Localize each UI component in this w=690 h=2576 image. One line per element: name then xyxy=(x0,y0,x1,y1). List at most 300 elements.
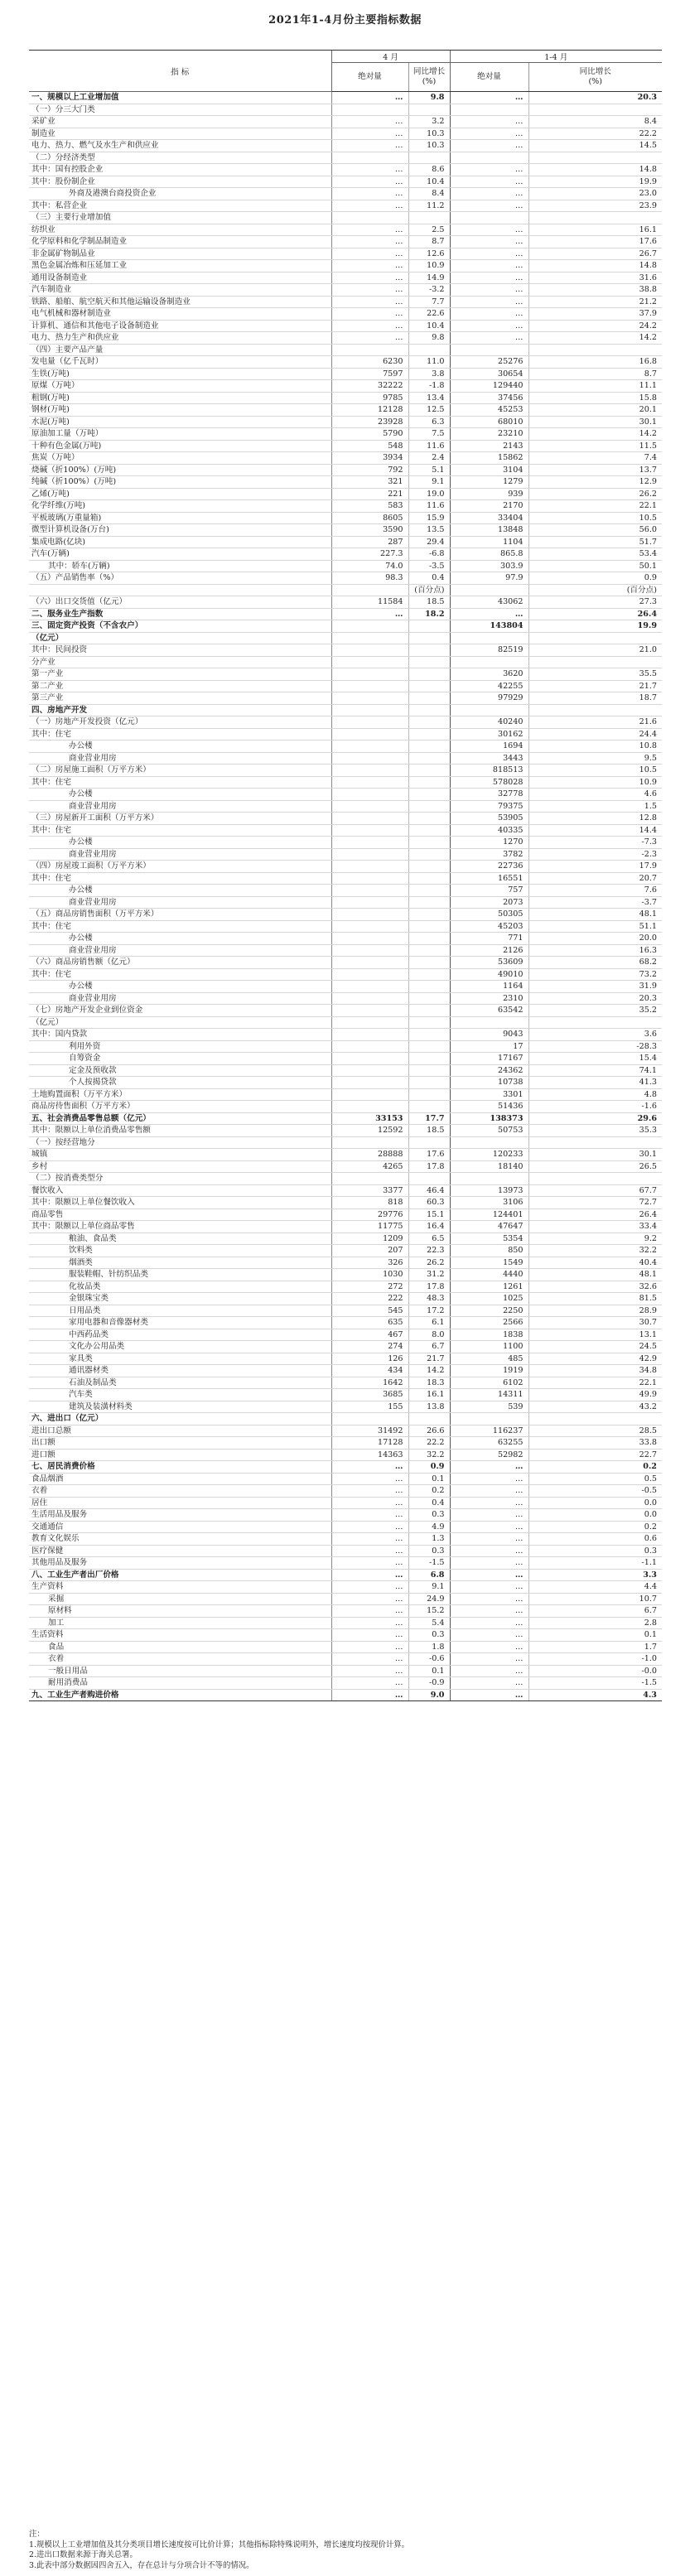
ytd-value xyxy=(450,704,528,716)
april-growth: 19.0 xyxy=(408,488,450,500)
table-row xyxy=(29,1233,662,1245)
table-row xyxy=(29,1497,662,1509)
table-row xyxy=(29,1245,662,1257)
table-row xyxy=(29,1088,662,1101)
footnote-line: 注： xyxy=(29,2530,45,2539)
table-row xyxy=(29,1125,662,1137)
ytd-growth: 23.9 xyxy=(528,200,662,212)
ytd-value: … xyxy=(450,1473,528,1485)
april-value: 635 xyxy=(331,1317,408,1329)
table-row xyxy=(29,368,662,380)
table-row xyxy=(29,536,662,548)
april-growth xyxy=(408,1173,450,1185)
row-label: 九、工业生产者购进价格 xyxy=(29,1689,331,1701)
april-value: 12128 xyxy=(331,404,408,417)
ytd-value: … xyxy=(450,272,528,284)
ytd-growth: 9.5 xyxy=(528,752,662,765)
ytd-value: 63542 xyxy=(450,1005,528,1017)
april-growth: 60.3 xyxy=(408,1197,450,1209)
april-growth: 1.3 xyxy=(408,1533,450,1546)
table-row xyxy=(29,512,662,524)
ytd-growth xyxy=(528,212,662,224)
ytd-growth: 26.7 xyxy=(528,248,662,260)
april-growth: 14.2 xyxy=(408,1365,450,1377)
ytd-growth: 21.2 xyxy=(528,296,662,308)
ytd-value: 23210 xyxy=(450,428,528,441)
april-value: 126 xyxy=(331,1353,408,1365)
april-value: … xyxy=(331,140,408,152)
april-growth xyxy=(408,968,450,981)
ytd-growth: 35.2 xyxy=(528,1005,662,1017)
april-growth xyxy=(408,957,450,969)
april-value: 155 xyxy=(331,1401,408,1413)
row-label: （六）出口交货值（亿元） xyxy=(29,596,331,609)
row-label: 利用外资 xyxy=(29,1040,331,1053)
april-value: … xyxy=(331,1677,408,1690)
ytd-value: 50305 xyxy=(450,909,528,921)
april-value: … xyxy=(331,248,408,260)
april-growth: 32.2 xyxy=(408,1449,450,1461)
table-row xyxy=(29,1665,662,1677)
ytd-value: 63255 xyxy=(450,1437,528,1450)
april-value: 28888 xyxy=(331,1149,408,1161)
ytd-value: … xyxy=(450,1533,528,1546)
row-label: 乡村 xyxy=(29,1160,331,1173)
row-label: （五）商品房销售面积（万平方米） xyxy=(29,909,331,921)
row-label: 自筹资金 xyxy=(29,1053,331,1065)
table-row xyxy=(29,848,662,861)
april-value: 6230 xyxy=(331,356,408,369)
april-value xyxy=(331,584,408,596)
row-label: （三）房屋新开工面积（万平方米） xyxy=(29,813,331,825)
ytd-value: 16551 xyxy=(450,872,528,885)
ytd-value: 97.9 xyxy=(450,572,528,585)
april-value xyxy=(331,909,408,921)
april-growth xyxy=(408,692,450,705)
column-header-indicator: 指 标 xyxy=(29,51,331,92)
april-growth xyxy=(408,632,450,644)
ytd-value: … xyxy=(450,1461,528,1474)
april-growth xyxy=(408,1029,450,1041)
april-growth: 17.2 xyxy=(408,1305,450,1317)
ytd-value: … xyxy=(450,260,528,273)
row-label: 六、进出口（亿元） xyxy=(29,1413,331,1425)
april-value: … xyxy=(331,1665,408,1677)
row-label: 衣着 xyxy=(29,1485,331,1498)
ytd-value: 24362 xyxy=(450,1064,528,1077)
table-row xyxy=(29,476,662,489)
table-row xyxy=(29,1197,662,1209)
april-value: 272 xyxy=(331,1281,408,1293)
ytd-value: 17167 xyxy=(450,1053,528,1065)
april-value: … xyxy=(331,200,408,212)
april-value xyxy=(331,872,408,885)
april-value: 74.0 xyxy=(331,560,408,572)
ytd-growth xyxy=(528,1413,662,1425)
row-label: 食品 xyxy=(29,1641,331,1653)
april-value xyxy=(331,776,408,789)
ytd-value: … xyxy=(450,296,528,308)
ytd-value xyxy=(450,1016,528,1029)
ytd-value: 5354 xyxy=(450,1233,528,1245)
table-row xyxy=(29,692,662,705)
row-label: 办公楼 xyxy=(29,933,331,945)
ytd-value: 3443 xyxy=(450,752,528,765)
april-growth: -3.5 xyxy=(408,560,450,572)
table-row xyxy=(29,236,662,248)
row-label: 餐饮收入 xyxy=(29,1184,331,1197)
april-growth: 1.8 xyxy=(408,1641,450,1653)
april-value: … xyxy=(331,1461,408,1474)
april-value xyxy=(331,861,408,873)
april-growth xyxy=(408,981,450,993)
indicator-table xyxy=(29,50,662,1701)
ytd-value: 18140 xyxy=(450,1160,528,1173)
row-label: （亿元） xyxy=(29,632,331,644)
row-label: 其中：股份制企业 xyxy=(29,176,331,188)
row-label: 建筑及装潢材料类 xyxy=(29,1401,331,1413)
row-label: 第三产业 xyxy=(29,692,331,705)
row-label: 定金及预收款 xyxy=(29,1064,331,1077)
april-growth: 10.4 xyxy=(408,320,450,332)
table-row xyxy=(29,1136,662,1149)
ytd-value: 4440 xyxy=(450,1269,528,1281)
row-label: 商业营业用房 xyxy=(29,848,331,861)
ytd-growth: 26.4 xyxy=(528,608,662,620)
row-label: （三）主要行业增加值 xyxy=(29,212,331,224)
ytd-value: 1100 xyxy=(450,1341,528,1353)
april-growth: -3.2 xyxy=(408,284,450,297)
table-row xyxy=(29,1077,662,1089)
ytd-value: 53905 xyxy=(450,813,528,825)
table-row xyxy=(29,1329,662,1341)
table-row xyxy=(29,1149,662,1161)
april-growth: 0.1 xyxy=(408,1665,450,1677)
table-row xyxy=(29,1473,662,1485)
row-label: 出口额 xyxy=(29,1437,331,1450)
april-value xyxy=(331,656,408,668)
footnote-line: 2.进出口数据来源于海关总署。 xyxy=(29,2550,138,2559)
row-label: 商业营业用房 xyxy=(29,800,331,813)
ytd-growth: 24.4 xyxy=(528,728,662,740)
ytd-value: … xyxy=(450,1629,528,1642)
april-value: … xyxy=(331,284,408,297)
table-row xyxy=(29,1593,662,1605)
ytd-growth: 10.9 xyxy=(528,776,662,789)
ytd-growth: 34.8 xyxy=(528,1365,662,1377)
row-label: 生活用品及服务 xyxy=(29,1509,331,1522)
ytd-growth: 7.6 xyxy=(528,885,662,897)
row-label: 商业营业用房 xyxy=(29,992,331,1005)
ytd-value: 17 xyxy=(450,1040,528,1053)
april-growth xyxy=(408,740,450,753)
april-value: 3590 xyxy=(331,524,408,537)
april-growth: 12.5 xyxy=(408,404,450,417)
table-row xyxy=(29,1581,662,1594)
row-label: 其中：轿车(万辆) xyxy=(29,560,331,572)
row-label: 进口额 xyxy=(29,1449,331,1461)
ytd-growth: 17.6 xyxy=(528,236,662,248)
april-growth: -1.5 xyxy=(408,1557,450,1570)
row-label: （一）分三大门类 xyxy=(29,104,331,116)
april-value: 1209 xyxy=(331,1233,408,1245)
table-row xyxy=(29,668,662,681)
ytd-growth: 26.5 xyxy=(528,1160,662,1173)
april-value: … xyxy=(331,92,408,104)
april-growth: 16.1 xyxy=(408,1389,450,1401)
table-row xyxy=(29,1485,662,1498)
ytd-value: 3620 xyxy=(450,668,528,681)
table-row xyxy=(29,524,662,537)
ytd-growth: 1.5 xyxy=(528,800,662,813)
april-growth: 2.5 xyxy=(408,224,450,236)
april-growth: 26.2 xyxy=(408,1257,450,1269)
ytd-growth: 32.6 xyxy=(528,1281,662,1293)
table-row xyxy=(29,1437,662,1450)
april-growth: 31.2 xyxy=(408,1269,450,1281)
april-growth: 10.4 xyxy=(408,176,450,188)
ytd-growth: 20.0 xyxy=(528,933,662,945)
april-value: 3934 xyxy=(331,452,408,465)
april-value xyxy=(331,1077,408,1089)
row-label: 个人按揭贷款 xyxy=(29,1077,331,1089)
april-growth: 6.8 xyxy=(408,1569,450,1581)
april-growth: 4.9 xyxy=(408,1521,450,1533)
ytd-growth: 0.9 xyxy=(528,572,662,585)
table-row xyxy=(29,789,662,801)
ytd-value: 22736 xyxy=(450,861,528,873)
ytd-value: 52982 xyxy=(450,1449,528,1461)
ytd-growth: 12.9 xyxy=(528,476,662,489)
row-label: 石油及制品类 xyxy=(29,1377,331,1389)
ytd-value: 578028 xyxy=(450,776,528,789)
ytd-value: 303.9 xyxy=(450,560,528,572)
april-growth xyxy=(408,728,450,740)
ytd-growth: 14.8 xyxy=(528,164,662,176)
ytd-growth: 22.1 xyxy=(528,1377,662,1389)
april-value: 3685 xyxy=(331,1389,408,1401)
table-row xyxy=(29,765,662,777)
row-label: 教育文化娱乐 xyxy=(29,1533,331,1546)
row-label: 其中：私营企业 xyxy=(29,200,331,212)
april-value: 32222 xyxy=(331,380,408,393)
april-growth: 8.6 xyxy=(408,164,450,176)
april-value: … xyxy=(331,1653,408,1666)
ytd-growth: 17.9 xyxy=(528,861,662,873)
table-row xyxy=(29,428,662,441)
table-row xyxy=(29,1005,662,1017)
april-value: 467 xyxy=(331,1329,408,1341)
table-row xyxy=(29,332,662,345)
row-label: 其中：住宅 xyxy=(29,968,331,981)
april-value: 17128 xyxy=(331,1437,408,1450)
ytd-growth: 53.4 xyxy=(528,548,662,561)
ytd-value: 1261 xyxy=(450,1281,528,1293)
row-label: 水泥(万吨) xyxy=(29,416,331,428)
april-growth: 9.1 xyxy=(408,476,450,489)
april-value: 583 xyxy=(331,500,408,513)
ytd-growth: 0.2 xyxy=(528,1461,662,1474)
ytd-growth: 48.1 xyxy=(528,1269,662,1281)
ytd-growth: -2.3 xyxy=(528,848,662,861)
ytd-growth xyxy=(528,632,662,644)
ytd-value: 2126 xyxy=(450,944,528,957)
ytd-value: 30654 xyxy=(450,368,528,380)
ytd-value: 818513 xyxy=(450,765,528,777)
ytd-growth: 0.3 xyxy=(528,1545,662,1557)
ytd-value: 33404 xyxy=(450,512,528,524)
ytd-value: 40240 xyxy=(450,716,528,729)
april-growth: 15.1 xyxy=(408,1208,450,1221)
april-value: … xyxy=(331,608,408,620)
table-row xyxy=(29,896,662,909)
ytd-value: 32778 xyxy=(450,789,528,801)
april-growth xyxy=(408,620,450,633)
april-growth: 17.8 xyxy=(408,1160,450,1173)
table-row xyxy=(29,200,662,212)
april-growth: 15.9 xyxy=(408,512,450,524)
ytd-growth: 29.6 xyxy=(528,1112,662,1125)
table-row xyxy=(29,344,662,356)
ytd-value: 1164 xyxy=(450,981,528,993)
ytd-value xyxy=(450,1173,528,1185)
ytd-growth: 22.1 xyxy=(528,500,662,513)
ytd-value: … xyxy=(450,284,528,297)
table-row xyxy=(29,1509,662,1522)
row-label: 焦炭（万吨） xyxy=(29,452,331,465)
table-row xyxy=(29,1173,662,1185)
ytd-growth: 51.1 xyxy=(528,920,662,933)
april-growth: 0.1 xyxy=(408,1473,450,1485)
row-label: 二、服务业生产指数 xyxy=(29,608,331,620)
ytd-value: 45253 xyxy=(450,404,528,417)
april-growth: -0.6 xyxy=(408,1653,450,1666)
ytd-growth: 50.1 xyxy=(528,560,662,572)
table-row xyxy=(29,308,662,321)
row-label: 其中：国内贷款 xyxy=(29,1029,331,1041)
april-value: … xyxy=(331,1545,408,1557)
table-row xyxy=(29,1425,662,1437)
ytd-value: … xyxy=(450,1641,528,1653)
april-growth xyxy=(408,1053,450,1065)
ytd-value xyxy=(450,632,528,644)
table-row xyxy=(29,104,662,116)
row-label: 微型计算机设备(万台) xyxy=(29,524,331,537)
row-label: 五、社会消费品零售总额（亿元） xyxy=(29,1112,331,1125)
row-label: 粮油、食品类 xyxy=(29,1233,331,1245)
row-label: 电力、热力、燃气及水生产和供应业 xyxy=(29,140,331,152)
ytd-growth: 0.0 xyxy=(528,1509,662,1522)
ytd-growth: 0.5 xyxy=(528,1473,662,1485)
april-growth: 8.7 xyxy=(408,236,450,248)
april-value xyxy=(331,885,408,897)
ytd-growth: 68.2 xyxy=(528,957,662,969)
table-row xyxy=(29,1401,662,1413)
april-value: … xyxy=(331,1605,408,1618)
ytd-growth: 10.5 xyxy=(528,765,662,777)
ytd-value: 2143 xyxy=(450,440,528,452)
april-value: … xyxy=(331,1497,408,1509)
ytd-growth: 72.7 xyxy=(528,1197,662,1209)
ytd-growth: 31.9 xyxy=(528,981,662,993)
april-value: 23928 xyxy=(331,416,408,428)
table-row xyxy=(29,1353,662,1365)
table-row xyxy=(29,1064,662,1077)
ytd-growth: 4.4 xyxy=(528,1581,662,1594)
april-value: … xyxy=(331,1581,408,1594)
ytd-growth: 23.0 xyxy=(528,188,662,200)
ytd-growth: 24.2 xyxy=(528,320,662,332)
april-growth xyxy=(408,152,450,164)
april-growth: 9.8 xyxy=(408,332,450,345)
ytd-growth: 8.7 xyxy=(528,368,662,380)
ytd-value: … xyxy=(450,1521,528,1533)
ytd-growth: 3.6 xyxy=(528,1029,662,1041)
table-row xyxy=(29,584,662,596)
row-label: 商业营业用房 xyxy=(29,752,331,765)
ytd-growth: 67.7 xyxy=(528,1184,662,1197)
april-growth: 15.2 xyxy=(408,1605,450,1618)
april-value: 9785 xyxy=(331,392,408,404)
ytd-value: 485 xyxy=(450,1353,528,1365)
april-growth xyxy=(408,1064,450,1077)
ytd-value xyxy=(450,1413,528,1425)
ytd-growth: -0.0 xyxy=(528,1665,662,1677)
april-value: … xyxy=(331,1617,408,1629)
april-growth: 9.8 xyxy=(408,92,450,104)
table-row xyxy=(29,1221,662,1233)
table-row xyxy=(29,837,662,849)
ytd-value: … xyxy=(450,608,528,620)
ytd-growth: 26.4 xyxy=(528,1208,662,1221)
april-growth xyxy=(408,933,450,945)
table-row xyxy=(29,1208,662,1221)
table-row xyxy=(29,680,662,692)
april-growth: 24.9 xyxy=(408,1593,450,1605)
april-growth xyxy=(408,644,450,657)
april-growth: 16.4 xyxy=(408,1221,450,1233)
april-growth xyxy=(408,1077,450,1089)
table-row xyxy=(29,944,662,957)
april-value xyxy=(331,680,408,692)
table-row xyxy=(29,452,662,465)
april-growth xyxy=(408,1005,450,1017)
april-value xyxy=(331,1101,408,1113)
ytd-value: … xyxy=(450,236,528,248)
table-row xyxy=(29,1040,662,1053)
ytd-value: … xyxy=(450,116,528,128)
ytd-growth: 20.3 xyxy=(528,992,662,1005)
ytd-growth: 21.0 xyxy=(528,644,662,657)
row-label: （五）产品销售率（%） xyxy=(29,572,331,585)
ytd-value: 2170 xyxy=(450,500,528,513)
table-row xyxy=(29,1545,662,1557)
ytd-value: … xyxy=(450,1677,528,1690)
april-growth xyxy=(408,872,450,885)
april-growth xyxy=(408,776,450,789)
row-label: 办公楼 xyxy=(29,837,331,849)
ytd-growth: -3.7 xyxy=(528,896,662,909)
ytd-growth: 40.4 xyxy=(528,1257,662,1269)
ytd-value: 15862 xyxy=(450,452,528,465)
april-growth: 5.1 xyxy=(408,464,450,476)
table-row xyxy=(29,957,662,969)
april-value: … xyxy=(331,320,408,332)
table-row xyxy=(29,909,662,921)
ytd-growth: 14.8 xyxy=(528,260,662,273)
ytd-growth: 20.1 xyxy=(528,404,662,417)
row-label: 服装鞋帽、针纺织品类 xyxy=(29,1269,331,1281)
